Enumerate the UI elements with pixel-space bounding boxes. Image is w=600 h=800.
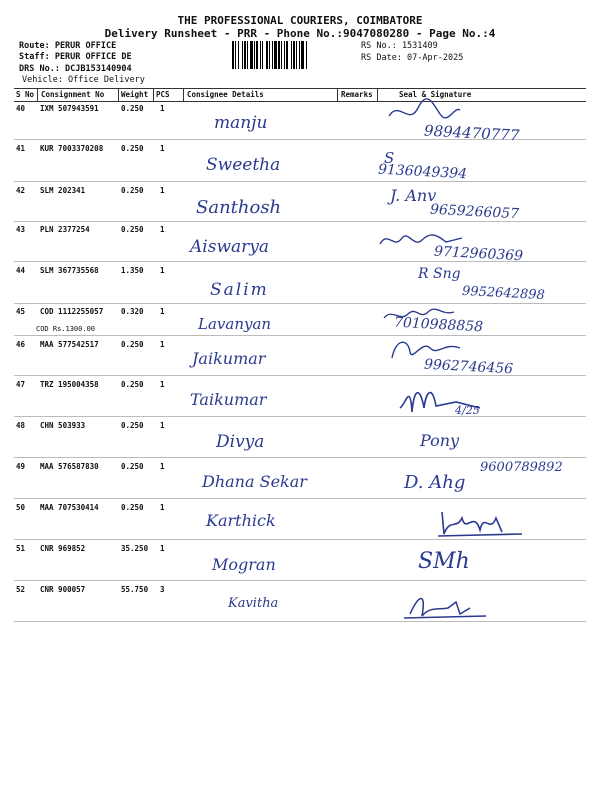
- runsheet-subtitle: Delivery Runsheet - PRR - Phone No.:9047080280 - Page No.:4: [104, 27, 496, 40]
- signature-scribble: [380, 306, 460, 324]
- row-divider: [14, 498, 586, 499]
- col-consignment: Consignment No: [41, 90, 105, 99]
- row-consignment: KUR 7003370208: [40, 144, 104, 153]
- col-divider: [153, 89, 154, 101]
- col-divider: [337, 89, 338, 101]
- rs-no-label: RS No.: 1531409: [361, 41, 438, 51]
- row-divider: [14, 303, 586, 304]
- route-label: Route: PERUR OFFICE: [19, 41, 117, 51]
- consignee-name-handwritten: Karthick: [206, 511, 276, 530]
- barcode-bar: [260, 41, 261, 69]
- row-sno: 41: [16, 144, 26, 153]
- row-pcs: 1: [160, 503, 165, 512]
- signature-scribble: [376, 228, 466, 252]
- barcode-bar: [293, 41, 295, 69]
- signature-scribble: [436, 504, 526, 540]
- phone-handwritten: 9136049394: [377, 161, 468, 183]
- signature-scribble: [396, 378, 486, 418]
- consignee-name-handwritten: Dhana Sekar: [202, 472, 307, 491]
- signature-initial: R Sng: [418, 266, 461, 282]
- signature-initial: J. Anv: [390, 186, 437, 205]
- col-sno: S No: [16, 90, 35, 99]
- row-weight: 0.250: [121, 225, 144, 234]
- col-weight: Weight: [121, 90, 149, 99]
- row-weight: 0.250: [121, 503, 144, 512]
- row-consignment: CHN 503933: [40, 421, 86, 430]
- barcode-bar: [291, 41, 292, 69]
- row-sno: 50: [16, 503, 26, 512]
- barcode-bar: [269, 41, 270, 69]
- barcode-bar: [262, 41, 263, 69]
- barcode-bar: [278, 41, 280, 69]
- row-weight: 0.250: [121, 380, 144, 389]
- row-consignment: PLN 2377254: [40, 225, 90, 234]
- barcode: [232, 41, 354, 69]
- row-pcs: 3: [160, 585, 165, 594]
- row-sno: 52: [16, 585, 26, 594]
- row-sno: 51: [16, 544, 26, 553]
- barcode-bar: [299, 41, 300, 69]
- consignee-name-handwritten: Sweetha: [206, 155, 281, 175]
- barcode-bar: [274, 41, 277, 69]
- row-divider: [14, 416, 586, 417]
- row-pcs: 1: [160, 144, 165, 153]
- signature-date: 4/25: [455, 404, 480, 417]
- row-consignment: CNR 900057: [40, 585, 86, 594]
- row-pcs: 1: [160, 421, 165, 430]
- row-divider: [14, 335, 586, 336]
- row-weight: 0.250: [121, 462, 144, 471]
- row-consignment: SLM 202341: [40, 186, 86, 195]
- barcode-bar: [296, 41, 297, 69]
- col-divider: [118, 89, 119, 101]
- row-consignment: IXM 507943591: [40, 104, 99, 113]
- barcode-bar: [286, 41, 288, 69]
- consignee-name-handwritten: Santhosh: [196, 197, 282, 218]
- barcode-bar: [232, 41, 234, 69]
- barcode-bar: [244, 41, 246, 69]
- barcode-bar: [284, 41, 285, 69]
- row-sno: 43: [16, 225, 26, 234]
- row-pcs: 1: [160, 186, 165, 195]
- row-weight: 35.250: [121, 544, 149, 553]
- consignee-name-handwritten: Divya: [216, 432, 265, 452]
- phone-handwritten: 9712960369: [433, 243, 524, 265]
- row-weight: 0.250: [121, 186, 144, 195]
- row-consignment: COD 1112255057: [40, 307, 104, 316]
- row-pcs: 1: [160, 340, 165, 349]
- barcode-bar: [242, 41, 243, 69]
- row-pcs: 1: [160, 266, 165, 275]
- consignee-name-handwritten: manju: [214, 113, 268, 133]
- staff-label: Staff: PERUR OFFICE DE: [19, 52, 132, 62]
- barcode-bar: [254, 41, 255, 69]
- signature-scribble: [384, 98, 464, 128]
- consignee-name-handwritten: Kavitha: [228, 596, 279, 611]
- signature-initial: Pony: [420, 431, 460, 450]
- col-pcs: PCS: [156, 90, 170, 99]
- col-divider: [37, 89, 38, 101]
- barcode-bar: [272, 41, 273, 69]
- drs-label: DRS No.: DCJB153140904: [19, 64, 132, 74]
- row-weight: 0.320: [121, 307, 144, 316]
- row-pcs: 1: [160, 104, 165, 113]
- signature-scribble: [386, 334, 466, 364]
- row-weight: 0.250: [121, 421, 144, 430]
- row-sno: 40: [16, 104, 26, 113]
- consignee-name-handwritten: Lavanyan: [198, 315, 272, 333]
- barcode-bar: [235, 41, 236, 69]
- row-weight: 55.750: [121, 585, 149, 594]
- row-divider: [14, 457, 586, 458]
- row-pcs: 1: [160, 225, 165, 234]
- barcode-bar: [266, 41, 268, 69]
- row-consignment: CNR 969852: [40, 544, 86, 553]
- row-sno: 46: [16, 340, 26, 349]
- row-pcs: 1: [160, 462, 165, 471]
- signature-initial: D. Ahg: [404, 472, 466, 493]
- rs-date-label: RS Date: 07-Apr-2025: [361, 53, 464, 63]
- row-consignment: MAA 707530414: [40, 503, 99, 512]
- col-seal-signature: Seal & Signature: [399, 90, 472, 99]
- barcode-bar: [256, 41, 258, 69]
- vehicle-label: Vehicle: Office Delivery: [22, 75, 145, 85]
- row-weight: 0.250: [121, 104, 144, 113]
- signature-initial: SMh: [418, 549, 470, 574]
- row-sno: 49: [16, 462, 26, 471]
- consignee-name-handwritten: Salim: [210, 280, 269, 300]
- row-divider: [14, 580, 586, 581]
- row-consignment: TRZ 195004358: [40, 380, 99, 389]
- row-weight: 1.350: [121, 266, 144, 275]
- phone-handwritten: 9894470777: [423, 121, 520, 145]
- cod-amount: COD Rs.1300.00: [36, 325, 96, 333]
- row-sno: 45: [16, 307, 26, 316]
- phone-handwritten: 7010988858: [393, 314, 484, 336]
- row-sno: 44: [16, 266, 26, 275]
- row-sno: 42: [16, 186, 26, 195]
- phone-handwritten: 9600789892: [480, 460, 563, 475]
- col-divider: [183, 89, 184, 101]
- table-header-top-rule: [14, 88, 586, 89]
- col-remarks: Remarks: [341, 90, 373, 99]
- barcode-bar: [250, 41, 253, 69]
- consignee-name-handwritten: Taikumar: [190, 390, 267, 409]
- barcode-bar: [301, 41, 304, 69]
- barcode-bar: [281, 41, 282, 69]
- barcode-bar: [306, 41, 307, 69]
- row-consignment: MAA 576587830: [40, 462, 99, 471]
- barcode-bar: [247, 41, 248, 69]
- consignee-name-handwritten: Mogran: [212, 555, 276, 574]
- phone-handwritten: 9962746456: [423, 356, 514, 378]
- consignee-name-handwritten: Jaikumar: [192, 349, 266, 368]
- table-header-bottom-rule: [14, 101, 586, 102]
- signature-scribble: [400, 588, 490, 622]
- col-divider: [377, 89, 378, 101]
- barcode-bar: [238, 41, 239, 69]
- row-divider: [14, 181, 586, 182]
- consignee-name-handwritten: Aiswarya: [190, 237, 269, 257]
- row-divider: [14, 621, 586, 622]
- row-weight: 0.250: [121, 340, 144, 349]
- company-title: THE PROFESSIONAL COURIERS, COIMBATORE: [177, 14, 423, 27]
- row-pcs: 1: [160, 544, 165, 553]
- row-pcs: 1: [160, 380, 165, 389]
- signature-initial: S: [384, 149, 395, 167]
- phone-handwritten: 9952642898: [461, 283, 546, 304]
- row-consignment: MAA 577542517: [40, 340, 99, 349]
- col-consignee: Consignee Details: [187, 90, 264, 99]
- phone-handwritten: 9659266057: [429, 201, 520, 223]
- row-weight: 0.250: [121, 144, 144, 153]
- row-sno: 48: [16, 421, 26, 430]
- row-consignment: SLM 367735568: [40, 266, 99, 275]
- row-pcs: 1: [160, 307, 165, 316]
- row-sno: 47: [16, 380, 26, 389]
